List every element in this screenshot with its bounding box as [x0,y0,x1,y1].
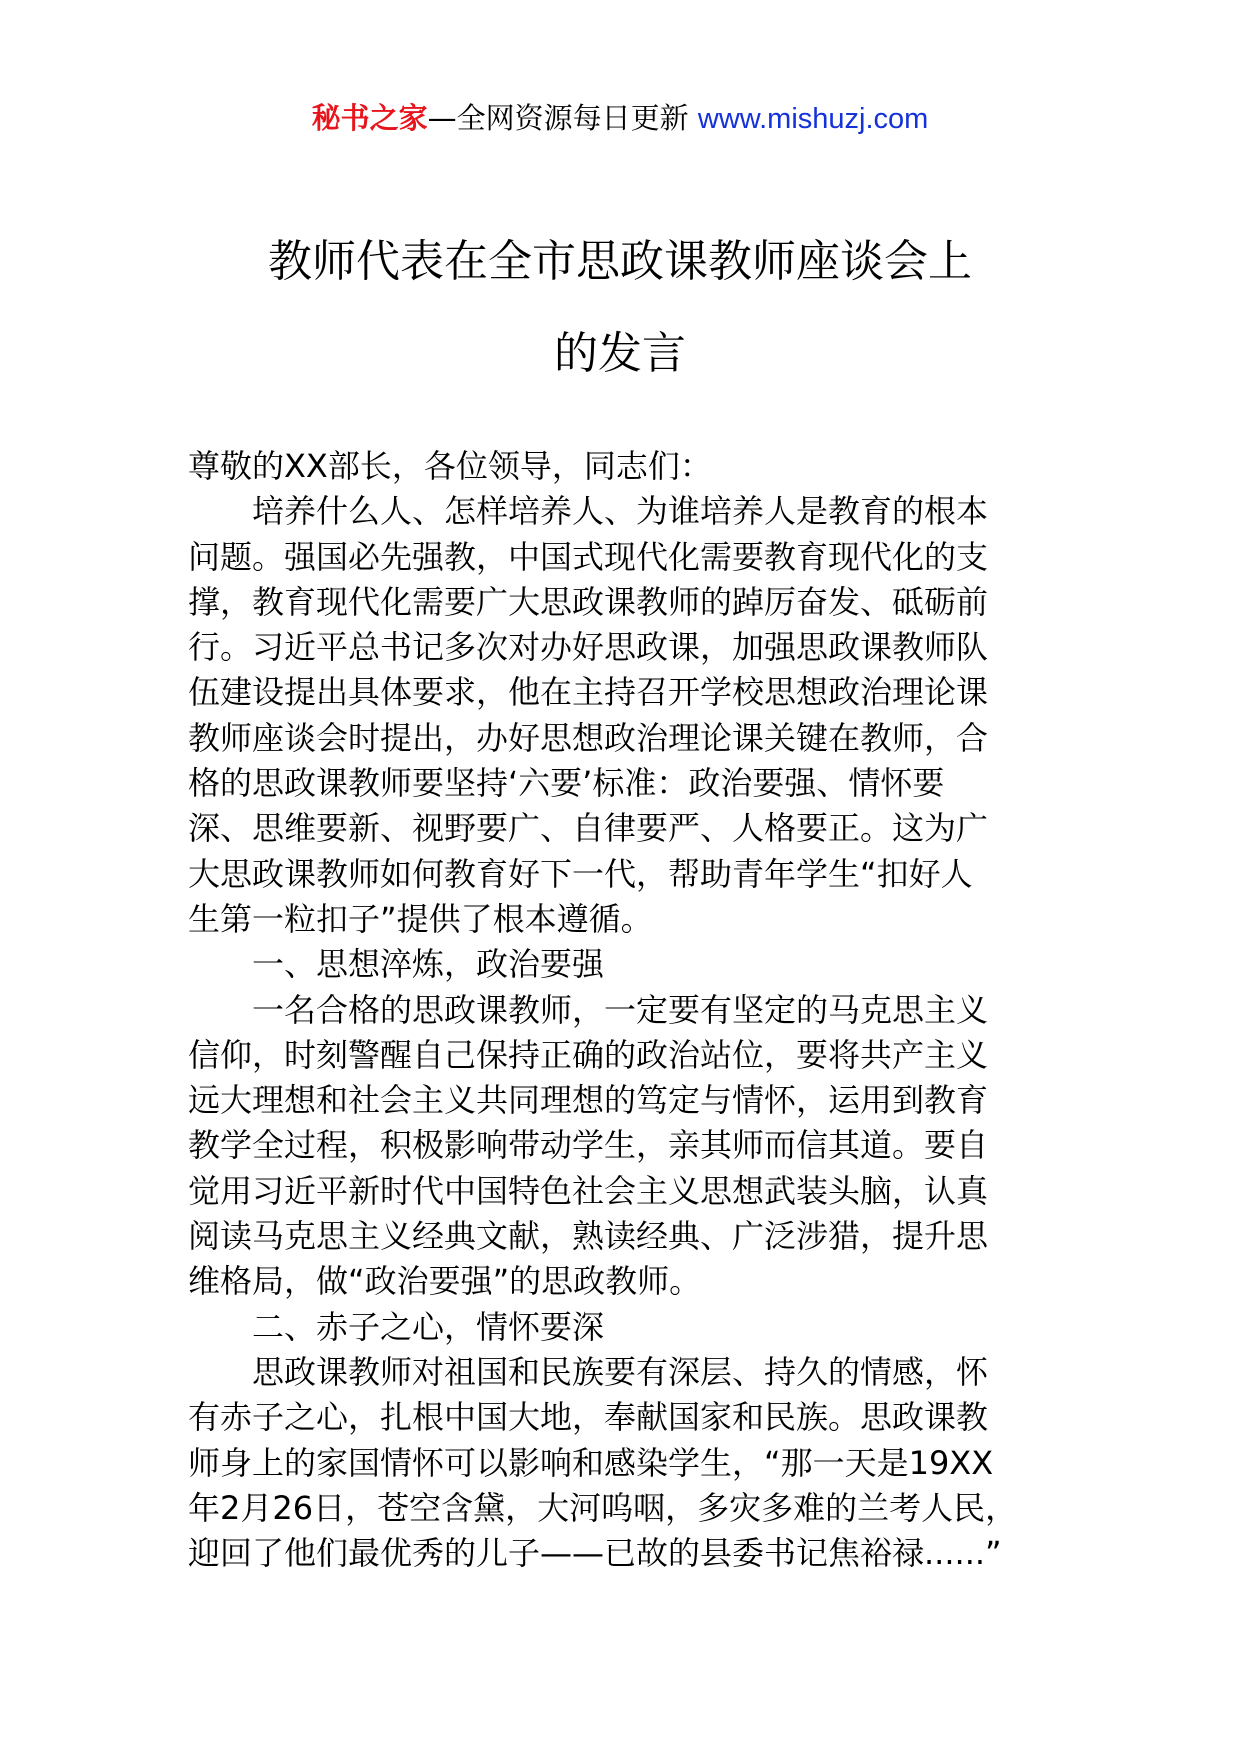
body-line: 深、思维要新、视野要广、自律要严、人格要正。这为广 [188,809,989,848]
body-line: 生第一粒扣子”提供了根本遵循。 [188,899,653,938]
body-line: 培养什么人、怎样培养人、为谁培养人是教育的根本 [188,492,989,531]
body-line: 一名合格的思政课教师，一定要有坚定的马克思主义 [188,990,989,1029]
document-body [188,444,1068,1576]
body-line: 问题。强国必先强教，中国式现代化需要教育现代化的支 [188,537,989,576]
body-line: 迎回了他们最优秀的儿子——已故的县委书记焦裕禄......” [188,1534,1002,1573]
document-title-line-2: 的发言 [554,328,686,379]
body-line: 尊敬的XX部长，各位领导，同志们： [188,447,712,485]
body-line: 伍建设提出具体要求，他在主持召开学校思想政治理论课 [188,673,989,712]
site-brand: 秘书之家 [311,101,428,135]
body-line: 有赤子之心，扎根中国大地，奉献国家和民族。思政课教 [188,1398,989,1437]
body-line: 撑，教育现代化需要广大思政课教师的踔厉奋发、砥砺前 [188,582,989,621]
body-line: 大思政课教师如何教育好下一代，帮助青年学生“扣好人 [188,854,973,893]
body-line: 年2月26日，苍空含黛，大河呜咽，多灾多难的兰考人民， [188,1488,1018,1527]
body-line: 行。习近平总书记多次对办好思政课，加强思政课教师队 [188,628,989,667]
body-line: 格的思政课教师要坚持‘六要’标准：政治要强、情怀要 [188,764,945,803]
body-line: 教学全过程，积极影响带动学生，亲其师而信其道。要自 [188,1126,989,1165]
site-tagline: —全网资源每日更新 [427,101,698,135]
body-line: 远大理想和社会主义共同理想的笃定与情怀，运用到教育 [188,1081,989,1120]
body-line: 教师座谈会时提出，办好思想政治理论课关键在教师，合 [188,718,989,757]
section-heading-2: 二、赤子之心，情怀要深 [188,1307,605,1346]
document-title-line-1: 教师代表在全市思政课教师座谈会上 [268,236,972,287]
body-line: 觉用习近平新时代中国特色社会主义思想武装头脑，认真 [188,1171,989,1210]
site-url-link[interactable]: www.mishuzj.com [697,103,929,135]
body-line: 师身上的家国情怀可以影响和感染学生，“那一天是19XX [188,1443,994,1482]
body-line: 维格局，做“政治要强”的思政教师。 [188,1262,702,1301]
body-line: 信仰，时刻警醒自己保持正确的政治站位，要将共产主义 [188,1035,989,1074]
site-header [0,98,1240,139]
body-line: 思政课教师对祖国和民族要有深层、持久的情感，怀 [188,1352,989,1391]
body-line: 阅读马克思主义经典文献，熟读经典、广泛涉猎，提升思 [188,1217,989,1256]
section-heading-1: 一、思想淬炼，政治要强 [188,945,605,984]
